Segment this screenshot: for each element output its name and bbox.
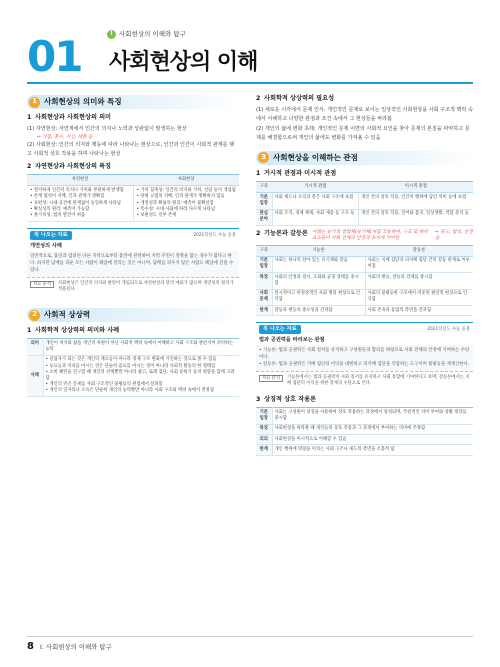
row-head: 한계 [256, 306, 272, 316]
box-tag: 꼭 나오는 자료 [259, 325, 301, 334]
note-label: 자료 분석 [259, 375, 283, 382]
section-heading [256, 151, 473, 165]
comparison-table [27, 174, 239, 222]
paragraph: (2) 사회현상: 인간의 의지와 행동에 따라 나타나는 현상으로, 인간과 인간이 사회적 관계를 맺고 사회적 상호 작용을 하며 나타나는 현상 [27, 142, 235, 158]
section-heading [27, 308, 239, 322]
right-column [256, 95, 473, 456]
left-column [27, 95, 239, 397]
table-cell: 사회는 하나의 살아 있는 유기체와 같음 [272, 256, 365, 272]
paragraph: (1) 새로운 시각에서 문제 인식: 개인적인 문제로 보이는 일상적인 사회현상을 사회 구조적 맥락 속에서 이해하고 다양한 관점과 조건 속에서 그 현상들을 바라봄 [256, 107, 473, 123]
section-heading [27, 95, 239, 109]
header-rule [27, 82, 473, 84]
chapter-number: I [107, 30, 116, 39]
section-number: 3 [258, 152, 269, 163]
box-meta: 2021학년도 수능 응용 [427, 326, 470, 332]
table-cell: 사회현상을 바라볼 때 개인들의 상호 작용과 그 과정에서 부여하는 의미에 주목함 [272, 424, 473, 434]
paragraph: (1) 자연현상: 자연계에서 인간의 의지나 노력과 상관없이 발생하는 현상 [27, 126, 187, 133]
row-head: 기본 입장 [256, 193, 272, 209]
row-head: 사례 [27, 355, 43, 396]
table-cell: 개인 간의 상호 작용, 인간의 행위에 담긴 의미 등에 초점 [359, 193, 473, 209]
subsection-title: 3 상징적 상호 작용론 [256, 396, 317, 404]
subsection-title: 2 기능론과 갈등론 [256, 230, 308, 238]
table-cell: 사회현상을 미시적으로 이해할 수 있음 [272, 435, 473, 445]
section-title: 사회현상을 이해하는 관점 [273, 152, 358, 162]
row-head: 의의 [256, 435, 272, 445]
unit-number: 01 [27, 32, 82, 81]
table-cell: 사회 존속과 통합의 측면을 간과함 [365, 306, 473, 316]
note-text: 사회현상은 인간의 의지와 판단이 개입되므로 자연현상과 달리 예외가 많으며 개연성의 원리가 적용된다. [57, 281, 234, 293]
section-number: 2 [29, 310, 40, 321]
macro-micro-table [256, 181, 473, 226]
footer-rule [27, 636, 473, 637]
table-cell: 일시적이고 비정상적인 사회 병리 현상으로 인식함 [272, 289, 365, 305]
handwritten-note: ⇨ 가뭄, 홍수, 지진, 태풍 등 [37, 135, 93, 141]
row-head: 기본 입장 [256, 256, 272, 272]
table-cell: 사회는 지배 집단과 피지배 집단 간의 갈등 관계로 이루어짐 [365, 256, 473, 272]
row-head: 사회 문제 [256, 289, 272, 305]
symbolic-interaction-table [256, 407, 473, 455]
table-header: 기능론 [272, 245, 365, 256]
chapter-header [27, 22, 473, 82]
resource-box [27, 228, 239, 296]
table-cell: • 가치 함축성: 인간의 의지와 가치, 신념 등이 개입됨 • 당위 규범의 지배, 인과 관계가 명확하지 않음 • 개연성과 확률의 원리: 예측이 불확실함 • 특수성: 시대·사회에 따라 다르게 나타남 • 보편성도 일부 존재 [133, 186, 239, 222]
note-label: 자료 분석 [30, 281, 54, 288]
table-cell: 개인 행위에 영향을 미치는 사회 구조나 제도의 측면을 소홀히 함 [272, 445, 473, 455]
page-footer [27, 640, 112, 654]
table-cell: 사회 조직, 경제 체계, 사회 계층 등 구조 등 [272, 209, 359, 225]
table-cell: 사회의 안정과 질서, 조화와 균형 상태를 중시함 [272, 273, 365, 289]
table-header: 구분 [256, 182, 272, 193]
row-head: 특징 [256, 273, 272, 289]
page-number: 8 [27, 641, 34, 652]
table-cell: 사회의 변동, 갈등과 강제를 중시함 [365, 273, 473, 289]
section-title: 사회적 상상력 [44, 310, 91, 319]
imagination-table [27, 338, 239, 397]
row-head: 관심 분야 [256, 209, 272, 225]
box-tag: 꼭 나오는 자료 [30, 231, 72, 240]
table-header: 구분 [256, 245, 272, 256]
subsection-title: 2 사회학적 상상력의 필요성 [256, 95, 335, 102]
chapter-line [107, 30, 186, 39]
subsection-title: 1 사회학적 상상력의 의미와 사례 [27, 327, 120, 335]
row-head: 한계 [256, 445, 272, 455]
row-head: 의미 [27, 339, 43, 355]
handwritten-note: 사회는 유기적 결합체(유기체)처럼 작동하며, 구조 및 하위 요소들이 사회 전체의 안정과 유지에 기여함 [312, 230, 428, 241]
unit-title: 사회현상의 이해 [109, 50, 258, 75]
row-head: 기본 입장 [256, 408, 272, 424]
table-cell: 사회는 구성원이 상징을 사용하여 상호 작용하는 과정에서 형성되며, 주관적인 의미 부여와 상황 정의를 중시함 [272, 408, 473, 424]
table-cell: 갈등과 변동의 중요성을 간과함 [272, 306, 365, 316]
chapter-title: 사회현상의 이해와 탐구 [119, 30, 186, 39]
table-header: 갈등론 [365, 245, 473, 256]
box-title: 개연성의 사례 [30, 243, 62, 250]
paragraph: (2) 개인의 삶에 변화 초래: 개인적인 문제 이면의 사회적 요인을 찾아 문제의 본질을 파악하고 문제를 해결함으로써 개인의 삶에도 변화를 가져올 수 있음 [256, 126, 470, 142]
subsection-title: 2 자연현상과 사회현상의 특징 [27, 163, 112, 171]
table-cell: 사회 제도나 조직과 같은 사회 구조에 초점 [272, 193, 359, 209]
table-header: 사회현상 [133, 175, 239, 186]
handwritten-note: ⇨ 중도, 합의, 안정 등 [435, 230, 473, 241]
box-note [256, 371, 473, 390]
function-conflict-table [256, 245, 473, 316]
table-cell: • 철저하게 인간의 의지나 가치와 무관하게 발생함 • 존재 법칙이 지배, 인과 관계가 명확함 • 보편성: 시대·공간에 관계없이 동일하게 나타남 • 확실성의 원리: 예측이 가능함 • 몰가치성, 법칙 발견이 쉬움 [27, 186, 133, 222]
box-body: • 기능론: 법과 공권력은 사회 질서를 유지하고 구성원들의 합의를 바탕으로 사회 전체의 안정에 기여하는 수단이다. • 갈등론: 법과 공권력은 지배 집단의 이익을 대변하고 피지배 집단을 억압하는 도구이며 불평등을 재생산한다. [256, 345, 473, 371]
row-head: 특징 [256, 424, 272, 434]
table-header: 자연현상 [27, 175, 133, 186]
table-header: 미시적 관점 [359, 182, 473, 193]
box-note [27, 277, 239, 296]
subsection-title: 1 사회현상과 사회현상의 의미 [27, 114, 112, 121]
note-text: 기능론에서는 법과 공권력이 사회 질서를 유지하고 사회 통합에 기여한다고 보며, 갈등론에서는 지배 집단의 이익을 위한 강제의 수단으로 본다. [286, 375, 470, 387]
table-cell: • 실업자가 되는 것은 개인의 게으름이 아니라 경제 구조 변화에 기인하는 것으로 볼 수 있음 • 동료들과 커피를 마시는 것은 단순히 음료를 마시는 것이 아니라 사회적 활동의 한 형태임 • 소비 패턴을 연구할 때 개인의 선택뿐만 아니라 광고, 또래 집단, 사회 분위기 등의 영향을 함께 고려함 • 개인의 빈곤 문제를 사회 구조적인 불평등의 관점에서 살펴봄 • 개인의 일자리나 소득은 단순히 개인의 능력뿐만 아니라 사회 구조와 맥락 속에서 결정됨 [43, 355, 239, 396]
footer-text: I. 사회현상의 이해와 탐구 [39, 643, 112, 651]
subsection-title: 1 거시적 관점과 미시적 관점 [256, 169, 337, 177]
box-meta: 2021학년도 수능 응용 [193, 232, 236, 238]
section-number: 1 [29, 97, 40, 108]
box-title: 법과 공권력을 바라보는 관점 [259, 337, 325, 344]
table-cell: 사회의 불평등한 구조에서 비롯된 필연적 현상으로 인식함 [365, 289, 473, 305]
resource-box [256, 322, 473, 390]
table-header: 거시적 관점 [272, 182, 359, 193]
table-cell: 개인이 처지와 삶을 개인적 차원이 아닌 사회적 맥락 속에서 이해하고 사회 구조와 관련지어 파악하는 능력 [43, 339, 239, 355]
box-body: 일반적으로, 흡연과 염려된 다른 지역으로부터 흡연에 관련하여 지역 주민이 질병을 앓는 경우가 많다고 한다. 하지만 담배를 피운 모든 사람이 폐암에 걸리는 것은 아니며, 담배를 피우지 않은 사람도 폐암에 걸릴 수 있다. [27, 251, 239, 277]
section-title: 사회현상의 의미와 특징 [44, 96, 122, 106]
table-cell: 개인 간의 상호 작용, 언어와 몸짓, 일상생활, 역할 분석 등 [359, 209, 473, 225]
